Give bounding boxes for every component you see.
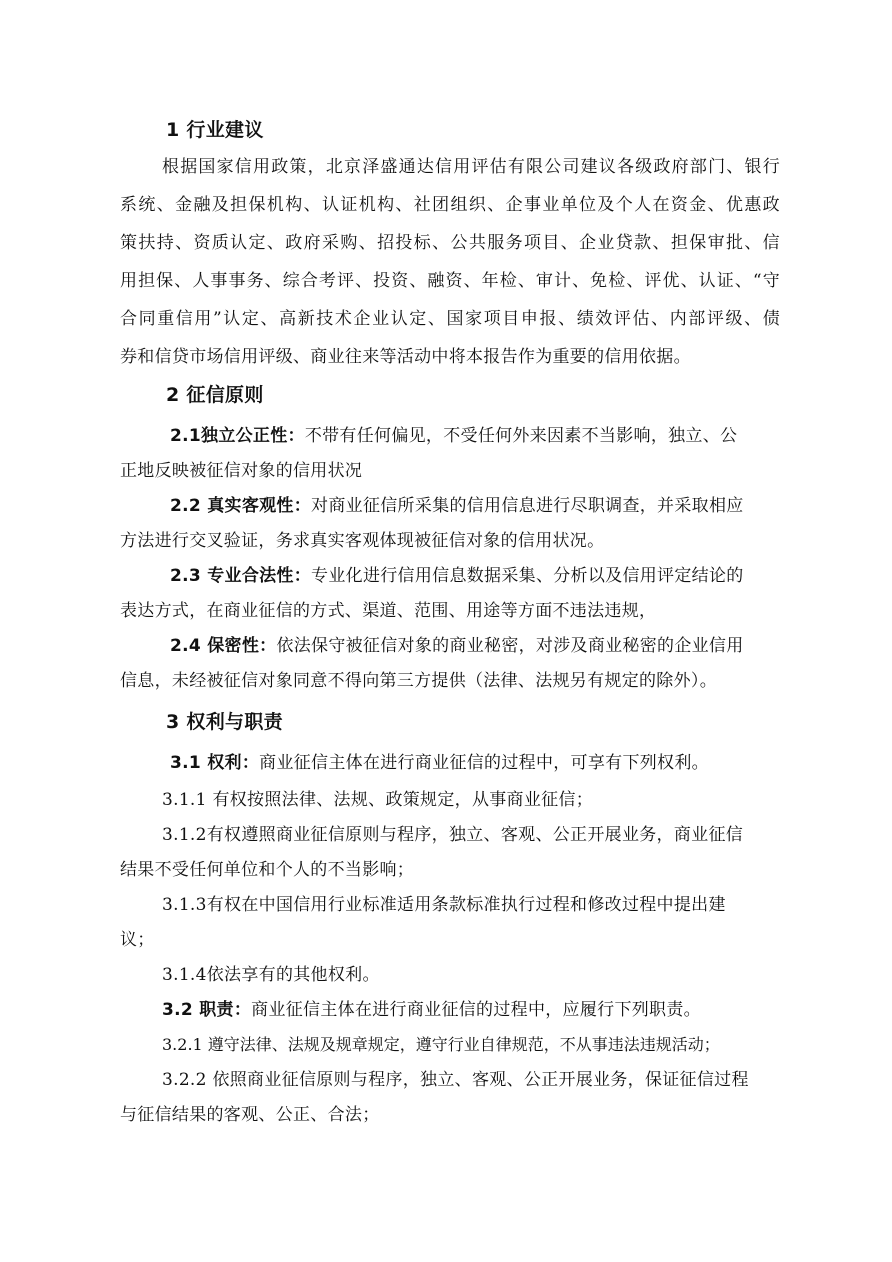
principle-text: 依法保守被征信对象的商业秘密，对涉及商业秘密的企业信用 [276, 636, 744, 656]
paragraph-line: 与征信结果的客观、公正、合法； [120, 1105, 380, 1125]
principle-text: 专业化进行信用信息数据采集、分析以及信用评定结论的 [311, 566, 744, 586]
principle-label: 2.3 专业合法性： [170, 566, 312, 586]
section-2-heading: 2 征信原则 [166, 384, 264, 406]
duties-label: 3.2 职责： [162, 1000, 252, 1020]
rights-item: 3.1.3有权在中国信用行业标准适用条款标准执行过程和修改过程中提出建 [162, 895, 726, 915]
duties-text: 商业征信主体在进行商业征信的过程中，应履行下列职责。 [251, 1000, 701, 1020]
rights-item: 3.1.4依法享有的其他权利。 [162, 965, 380, 985]
paragraph-line: 议； [120, 930, 155, 950]
section-3-heading: 3 权利与职责 [166, 711, 283, 733]
paragraph-line: 合同重信用”认定、高新技术企业认定、国家项目申报、绩效评估、内部评级、债 [120, 309, 780, 329]
principle-label: 2.1独立公正性： [170, 426, 305, 446]
paragraph-line: 策扶持、资质认定、政府采购、招投标、公共服务项目、企业贷款、担保审批、信 [120, 233, 780, 253]
paragraph-line: 根据国家信用政策，北京泽盛通达信用评估有限公司建议各级政府部门、银行 [162, 157, 780, 177]
paragraph-line: 表达方式，在商业征信的方式、渠道、范围、用途等方面不违法违规， [120, 601, 657, 621]
paragraph-line: 券和信贷市场信用评级、商业往来等活动中将本报告作为重要的信用依据。 [120, 347, 691, 367]
rights-item: 3.1.2有权遵照商业征信原则与程序，独立、客观、公正开展业务，商业征信 [162, 825, 744, 845]
paragraph-line: 结果不受任何单位和个人的不当影响； [120, 860, 415, 880]
principle-text: 不带有任何偏见，不受任何外来因素不当影响，独立、公 [304, 426, 738, 446]
principle-item [170, 424, 780, 448]
principle-text: 对商业征信所采集的信用信息进行尽职调查，并采取相应 [311, 496, 744, 516]
paragraph-line: 正地反映被征信对象的信用状况 [120, 461, 363, 481]
rights-item: 3.1.1 有权按照法律、法规、政策规定，从事商业征信； [162, 790, 594, 810]
principle-label: 2.2 真实客观性： [170, 496, 312, 516]
duties-item: 3.2.1 遵守法律、法规及规章规定，遵守行业自律规范，不从事违法违规活动； [162, 1035, 720, 1054]
principle-item [170, 634, 780, 658]
principle-label: 2.4 保密性： [170, 636, 277, 656]
duties-heading [162, 998, 780, 1022]
rights-heading [170, 751, 780, 775]
section-1-heading: 1 行业建议 [166, 119, 264, 141]
paragraph-line: 用担保、人事事务、综合考评、投资、融资、年检、审计、免检、评优、认证、“守 [120, 271, 780, 291]
principle-item [170, 494, 780, 518]
rights-text: 商业征信主体在进行商业征信的过程中，可享有下列权利。 [259, 753, 709, 773]
duties-item: 3.2.2 依照商业征信原则与程序，独立、客观、公正开展业务，保证征信过程 [162, 1070, 749, 1090]
paragraph-line: 系统、金融及担保机构、认证机构、社团组织、企事业单位及个人在资金、优惠政 [120, 195, 780, 215]
principle-item [170, 564, 780, 588]
paragraph-line: 方法进行交叉验证，务求真实客观体现被征信对象的信用状况。 [120, 531, 605, 551]
paragraph-line: 信息，未经被征信对象同意不得向第三方提供（法律、法规另有规定的除外）。 [120, 671, 717, 691]
rights-label: 3.1 权利： [170, 753, 260, 773]
